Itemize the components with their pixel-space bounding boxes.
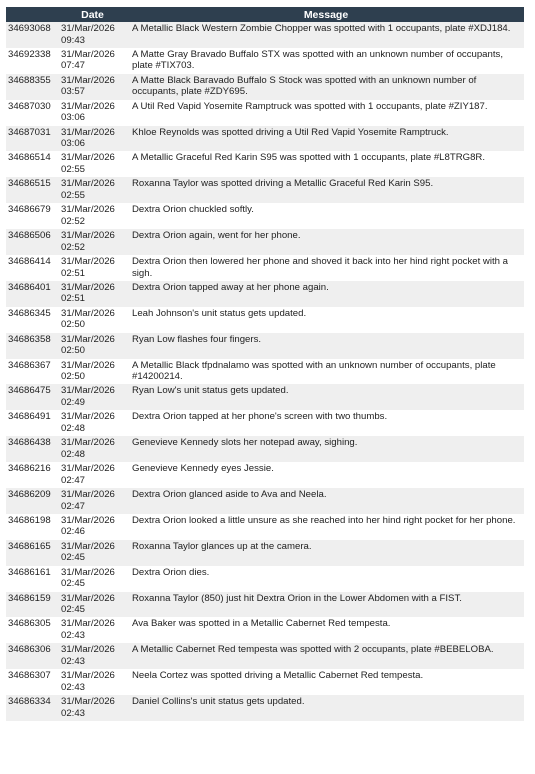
row-date-cell: 31/Mar/2026 02:55 [57, 151, 128, 177]
row-date-cell: 31/Mar/2026 02:51 [57, 281, 128, 307]
row-id-cell: 34686306 [6, 643, 57, 669]
table-row [6, 48, 524, 74]
row-id-cell: 34686307 [6, 669, 57, 695]
table-row [6, 22, 524, 48]
row-date-cell: 31/Mar/2026 02:55 [57, 177, 128, 203]
table-row [6, 514, 524, 540]
row-message-cell: A Util Red Vapid Yosemite Ramptruck was spotted with 1 occupants, plate #ZIY187. [128, 100, 524, 126]
row-message-cell: Dextra Orion glanced aside to Ava and Neela. [128, 488, 524, 514]
id-column-header [6, 7, 57, 22]
row-id-cell: 34686515 [6, 177, 57, 203]
row-date-cell: 31/Mar/2026 02:45 [57, 592, 128, 618]
row-id-cell: 34686216 [6, 462, 57, 488]
row-date-cell: 31/Mar/2026 02:50 [57, 307, 128, 333]
row-date-cell: 31/Mar/2026 02:43 [57, 617, 128, 643]
row-id-cell: 34686305 [6, 617, 57, 643]
table-row [6, 410, 524, 436]
row-message-cell: Ryan Low's unit status gets updated. [128, 384, 524, 410]
row-date-cell: 31/Mar/2026 02:45 [57, 540, 128, 566]
row-message-cell: A Metallic Cabernet Red tempesta was spotted with 2 occupants, plate #BEBELOBA. [128, 643, 524, 669]
table-row [6, 643, 524, 669]
row-id-cell: 34686506 [6, 229, 57, 255]
row-date-cell: 31/Mar/2026 03:06 [57, 126, 128, 152]
table-row [6, 255, 524, 281]
row-message-cell: Roxanna Taylor (850) just hit Dextra Orion in the Lower Abdomen with a FIST. [128, 592, 524, 618]
row-message-cell: A Matte Gray Bravado Buffalo STX was spotted with an unknown number of occupants, plate #TIX703. [128, 48, 524, 74]
row-id-cell: 34686209 [6, 488, 57, 514]
table-row [6, 281, 524, 307]
row-date-cell: 31/Mar/2026 02:52 [57, 203, 128, 229]
table-row [6, 359, 524, 385]
table-row [6, 74, 524, 100]
table-row [6, 488, 524, 514]
table-body [6, 22, 524, 721]
row-date-cell: 31/Mar/2026 07:47 [57, 48, 128, 74]
row-message-cell: Dextra Orion dies. [128, 566, 524, 592]
row-message-cell: A Metallic Black Western Zombie Chopper was spotted with 1 occupants, plate #XDJ184. [128, 22, 524, 48]
row-date-cell: 31/Mar/2026 02:47 [57, 462, 128, 488]
row-date-cell: 31/Mar/2026 02:52 [57, 229, 128, 255]
row-id-cell: 34686401 [6, 281, 57, 307]
row-message-cell: Genevieve Kennedy slots her notepad away, sighing. [128, 436, 524, 462]
table-header [6, 7, 524, 22]
row-id-cell: 34686475 [6, 384, 57, 410]
row-id-cell: 34688355 [6, 74, 57, 100]
row-date-cell: 31/Mar/2026 02:43 [57, 669, 128, 695]
row-id-cell: 34686438 [6, 436, 57, 462]
row-id-cell: 34693068 [6, 22, 57, 48]
table-row [6, 229, 524, 255]
row-message-cell: Roxanna Taylor was spotted driving a Metallic Graceful Red Karin S95. [128, 177, 524, 203]
row-message-cell: Dextra Orion again, went for her phone. [128, 229, 524, 255]
row-message-cell: Roxanna Taylor glances up at the camera. [128, 540, 524, 566]
row-id-cell: 34686414 [6, 255, 57, 281]
row-message-cell: A Metallic Black tfpdnalamo was spotted with an unknown number of occupants, plate #14200214. [128, 359, 524, 385]
row-date-cell: 31/Mar/2026 02:43 [57, 643, 128, 669]
row-id-cell: 34686679 [6, 203, 57, 229]
row-message-cell: Leah Johnson's unit status gets updated. [128, 307, 524, 333]
row-message-cell: Genevieve Kennedy eyes Jessie. [128, 462, 524, 488]
table-row [6, 126, 524, 152]
table-row [6, 203, 524, 229]
table-row [6, 177, 524, 203]
row-id-cell: 34692338 [6, 48, 57, 74]
table-row [6, 617, 524, 643]
table-row [6, 100, 524, 126]
row-id-cell: 34686161 [6, 566, 57, 592]
table-row [6, 462, 524, 488]
row-message-cell: Dextra Orion then lowered her phone and shoved it back into her hind right pocket with a sigh. [128, 255, 524, 281]
row-message-cell: Dextra Orion looked a little unsure as she reached into her hind right pocket for her phone. [128, 514, 524, 540]
row-message-cell: Ava Baker was spotted in a Metallic Cabernet Red tempesta. [128, 617, 524, 643]
row-date-cell: 31/Mar/2026 02:49 [57, 384, 128, 410]
table-row [6, 540, 524, 566]
row-message-cell: Dextra Orion chuckled softly. [128, 203, 524, 229]
table-row [6, 669, 524, 695]
message-column-header: Message [128, 7, 524, 22]
table-row [6, 566, 524, 592]
row-message-cell: A Matte Black Baravado Buffalo S Stock was spotted with an unknown number of occupants, plate #ZDY695. [128, 74, 524, 100]
row-message-cell: Daniel Collins's unit status gets updated. [128, 695, 524, 721]
table-row [6, 592, 524, 618]
row-date-cell: 31/Mar/2026 03:06 [57, 100, 128, 126]
row-id-cell: 34686334 [6, 695, 57, 721]
row-id-cell: 34686165 [6, 540, 57, 566]
row-message-cell: Ryan Low flashes four fingers. [128, 333, 524, 359]
row-message-cell: A Metallic Graceful Red Karin S95 was spotted with 1 occupants, plate #L8TRG8R. [128, 151, 524, 177]
header-row [6, 7, 524, 22]
row-id-cell: 34687031 [6, 126, 57, 152]
row-message-cell: Dextra Orion tapped at her phone's screen with two thumbs. [128, 410, 524, 436]
row-id-cell: 34686358 [6, 333, 57, 359]
row-date-cell: 31/Mar/2026 02:45 [57, 566, 128, 592]
row-date-cell: 31/Mar/2026 02:48 [57, 436, 128, 462]
row-date-cell: 31/Mar/2026 02:43 [57, 695, 128, 721]
row-date-cell: 31/Mar/2026 02:50 [57, 333, 128, 359]
activity-log-table [6, 7, 524, 721]
row-message-cell: Dextra Orion tapped away at her phone again. [128, 281, 524, 307]
table-row [6, 436, 524, 462]
row-message-cell: Neela Cortez was spotted driving a Metallic Cabernet Red tempesta. [128, 669, 524, 695]
table-row [6, 307, 524, 333]
table-row [6, 151, 524, 177]
row-id-cell: 34687030 [6, 100, 57, 126]
date-column-header: Date [57, 7, 128, 22]
row-id-cell: 34686367 [6, 359, 57, 385]
table-row [6, 384, 524, 410]
row-message-cell: Khloe Reynolds was spotted driving a Util Red Vapid Yosemite Ramptruck. [128, 126, 524, 152]
row-date-cell: 31/Mar/2026 02:51 [57, 255, 128, 281]
row-id-cell: 34686159 [6, 592, 57, 618]
row-date-cell: 31/Mar/2026 09:43 [57, 22, 128, 48]
table-row [6, 333, 524, 359]
table-row [6, 695, 524, 721]
row-date-cell: 31/Mar/2026 02:48 [57, 410, 128, 436]
row-date-cell: 31/Mar/2026 02:47 [57, 488, 128, 514]
row-id-cell: 34686514 [6, 151, 57, 177]
row-date-cell: 31/Mar/2026 02:46 [57, 514, 128, 540]
row-date-cell: 31/Mar/2026 03:57 [57, 74, 128, 100]
row-id-cell: 34686198 [6, 514, 57, 540]
row-id-cell: 34686345 [6, 307, 57, 333]
row-id-cell: 34686491 [6, 410, 57, 436]
row-date-cell: 31/Mar/2026 02:50 [57, 359, 128, 385]
